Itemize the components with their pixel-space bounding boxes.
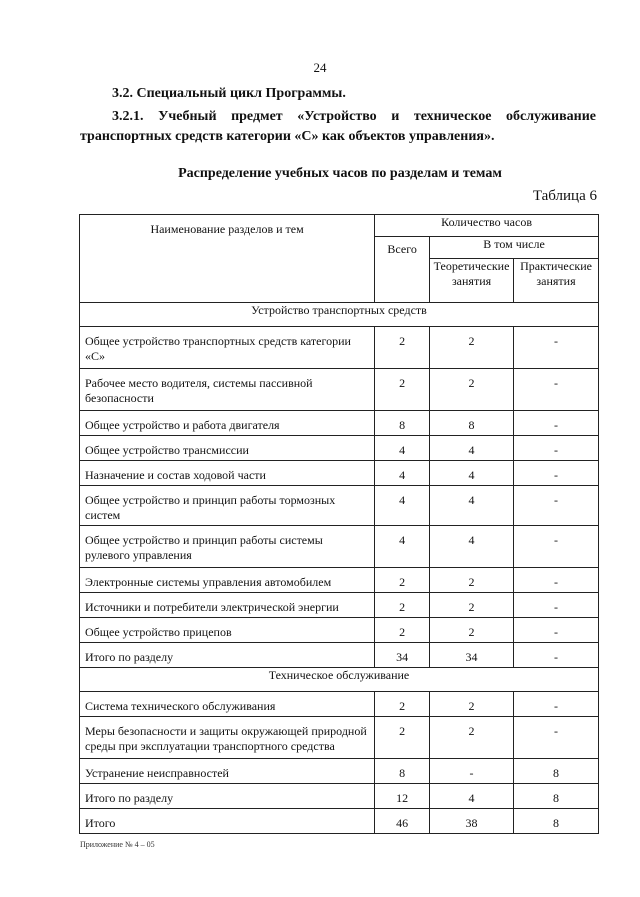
hours-theory: 2 bbox=[430, 568, 514, 593]
hours-table-body bbox=[80, 215, 599, 834]
topic-name: Общее устройство прицепов bbox=[80, 618, 375, 643]
table-row bbox=[80, 643, 599, 668]
topic-name: Рабочее место водителя, системы пассивной безопасности bbox=[80, 369, 375, 411]
hours-practice: 8 bbox=[514, 784, 599, 809]
hours-practice: - bbox=[514, 593, 599, 618]
hours-practice: - bbox=[514, 717, 599, 759]
topic-name: Назначение и состав ходовой части bbox=[80, 461, 375, 486]
hours-theory: 4 bbox=[430, 526, 514, 568]
hours-theory: 2 bbox=[430, 369, 514, 411]
topic-name: Источники и потребители электрической энергии bbox=[80, 593, 375, 618]
section-row bbox=[80, 303, 599, 327]
table-row bbox=[80, 717, 599, 759]
table-row bbox=[80, 327, 599, 369]
table-row bbox=[80, 411, 599, 436]
hours-theory: 8 bbox=[430, 411, 514, 436]
topic-name: Общее устройство и работа двигателя bbox=[80, 411, 375, 436]
hours-total: 2 bbox=[375, 369, 430, 411]
hours-practice: 8 bbox=[514, 759, 599, 784]
table-row bbox=[80, 692, 599, 717]
hours-table bbox=[79, 214, 599, 834]
hours-theory: 2 bbox=[430, 327, 514, 369]
hours-theory: 34 bbox=[430, 643, 514, 668]
hours-practice: - bbox=[514, 692, 599, 717]
section-heading: 3.2. Специальный цикл Программы. bbox=[112, 86, 346, 101]
topic-name: Общее устройство трансмиссии bbox=[80, 436, 375, 461]
section-title: Устройство транспортных средств bbox=[80, 303, 599, 327]
table-row bbox=[80, 759, 599, 784]
section-title: Техническое обслуживание bbox=[80, 668, 599, 692]
table-row bbox=[80, 369, 599, 411]
table-row bbox=[80, 486, 599, 526]
hours-total: 2 bbox=[375, 327, 430, 369]
table-row bbox=[80, 784, 599, 809]
hours-total: 34 bbox=[375, 643, 430, 668]
hours-theory: 2 bbox=[430, 618, 514, 643]
table-row bbox=[80, 436, 599, 461]
hours-total: 4 bbox=[375, 526, 430, 568]
grand-total-practice: 8 bbox=[514, 809, 599, 834]
hours-theory: - bbox=[430, 759, 514, 784]
hours-total: 8 bbox=[375, 759, 430, 784]
header-including: В том числе bbox=[430, 237, 599, 259]
hours-theory: 4 bbox=[430, 461, 514, 486]
topic-name: Общее устройство и принцип работы тормозных систем bbox=[80, 486, 375, 526]
topic-name: Общее устройство транспортных средств категории «С» bbox=[80, 327, 375, 369]
header-hours: Количество часов bbox=[375, 215, 599, 237]
distribution-title: Распределение учебных часов по разделам и темам bbox=[178, 166, 502, 181]
topic-name: Система технического обслуживания bbox=[80, 692, 375, 717]
hours-total: 2 bbox=[375, 618, 430, 643]
table-row bbox=[80, 618, 599, 643]
footer-note: Приложение № 4 – 05 bbox=[80, 840, 155, 849]
hours-practice: - bbox=[514, 618, 599, 643]
hours-practice: - bbox=[514, 327, 599, 369]
header-name: Наименование разделов и тем bbox=[80, 215, 375, 303]
grand-total-hours: 46 bbox=[375, 809, 430, 834]
hours-practice: - bbox=[514, 436, 599, 461]
hours-practice: - bbox=[514, 526, 599, 568]
table-row bbox=[80, 568, 599, 593]
hours-total: 2 bbox=[375, 717, 430, 759]
table-row bbox=[80, 461, 599, 486]
table-label: Таблица 6 bbox=[532, 188, 597, 204]
hours-theory: 4 bbox=[430, 486, 514, 526]
hours-theory: 2 bbox=[430, 717, 514, 759]
header-row-1 bbox=[80, 215, 599, 237]
section-row bbox=[80, 668, 599, 692]
topic-name: Устранение неисправностей bbox=[80, 759, 375, 784]
topic-name: Общее устройство и принцип работы системы рулевого управления bbox=[80, 526, 375, 568]
hours-practice: - bbox=[514, 643, 599, 668]
topic-name: Электронные системы управления автомобилем bbox=[80, 568, 375, 593]
hours-theory: 2 bbox=[430, 593, 514, 618]
table-row bbox=[80, 526, 599, 568]
hours-total: 4 bbox=[375, 436, 430, 461]
grand-total-label: Итого bbox=[80, 809, 375, 834]
hours-practice: - bbox=[514, 461, 599, 486]
hours-total: 12 bbox=[375, 784, 430, 809]
hours-total: 4 bbox=[375, 461, 430, 486]
hours-practice: - bbox=[514, 411, 599, 436]
hours-practice: - bbox=[514, 568, 599, 593]
topic-name: Меры безопасности и защиты окружающей природной среды при эксплуатации транспортного средства bbox=[80, 717, 375, 759]
hours-total: 2 bbox=[375, 692, 430, 717]
topic-name: Итого по разделу bbox=[80, 643, 375, 668]
subject-heading bbox=[80, 107, 596, 147]
hours-theory: 2 bbox=[430, 692, 514, 717]
topic-name: Итого по разделу bbox=[80, 784, 375, 809]
hours-practice: - bbox=[514, 369, 599, 411]
hours-total: 2 bbox=[375, 593, 430, 618]
hours-total: 8 bbox=[375, 411, 430, 436]
hours-theory: 4 bbox=[430, 436, 514, 461]
subject-heading-text: 3.2.1. Учебный предмет «Устройство и техническое обслуживание транспортных средств категории «С» как объектов управления». bbox=[80, 109, 596, 144]
hours-total: 2 bbox=[375, 568, 430, 593]
hours-theory: 4 bbox=[430, 784, 514, 809]
header-theory: Теоретические занятия bbox=[430, 259, 514, 303]
hours-practice: - bbox=[514, 486, 599, 526]
grand-total-theory: 38 bbox=[430, 809, 514, 834]
page-number: 24 bbox=[313, 60, 327, 75]
header-practice: Практические занятия bbox=[514, 259, 599, 303]
table-row bbox=[80, 593, 599, 618]
hours-total: 4 bbox=[375, 486, 430, 526]
header-total: Всего bbox=[375, 237, 430, 303]
grand-total-row bbox=[80, 809, 599, 834]
